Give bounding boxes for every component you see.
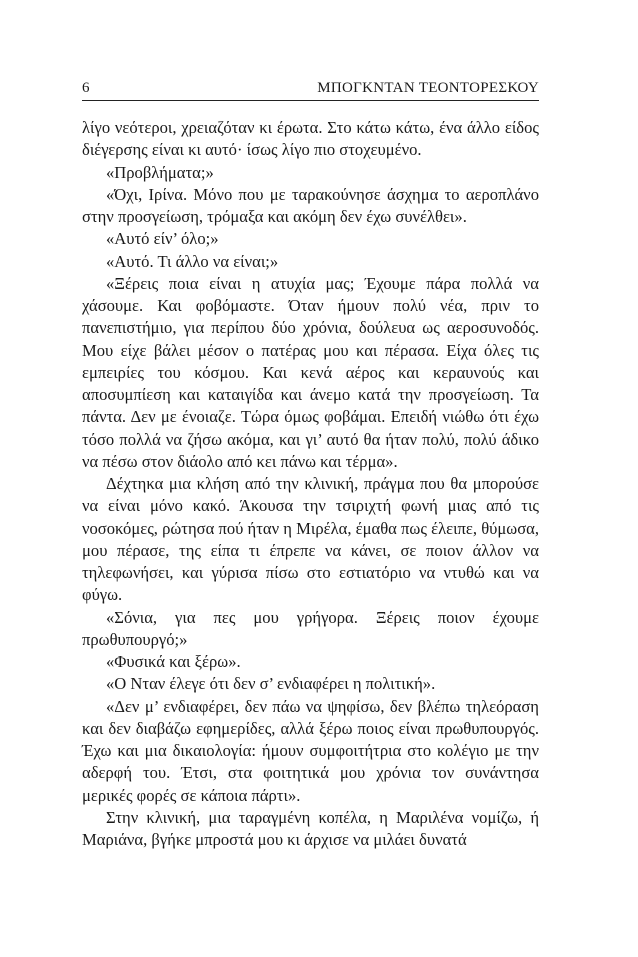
running-header [82, 78, 539, 101]
paragraph: λίγο νεότεροι, χρειαζόταν κι έρωτα. Στο κάτω κάτω, ένα άλλο είδος διέγερσης είναι κι αυτό· ίσως λίγο πιο στοχευμένο. [82, 118, 539, 160]
paragraph: «Ξέρεις ποια είναι η ατυχία μας; Έχουμε πάρα πολλά να χάσουμε. Και φοβόμαστε. Όταν ήμουν πολύ νέα, πριν το πανεπιστήμιο, για περίπου δύο χρόνια, δούλευα ως αεροσυνοδός. Μου είχε βάλει μέσον ο πατέρας μου και πέρασα. Είχα όλες τις εμπειρίες του κόσμου. Και κενά αέρος και κεραυνούς και αποσυμπίεση και καταιγίδα και άνεμο κατά την προσγείωση. Τα πάντα. Δεν με ένοιαζε. Τώρα όμως φοβάμαι. Επειδή νιώθω ότι έχω τόσο πολλά να ζήσω ακόμα, και γι’ αυτό θα ήταν πολύ, πολύ άδικο να πέσω στον διάολο από κει πάνω και τέρμα». [82, 273, 539, 471]
paragraph: Στην κλινική, μια ταραγμένη κοπέλα, η Μαριλένα νομίζω, ή Μαριάνα, βγήκε μπροστά μου κι άρχισε να μιλάει δυνατά [82, 807, 539, 849]
paragraph: «Δεν μ’ ενδιαφέρει, δεν πάω να ψηφίσω, δεν βλέπω τηλεόραση και δεν διαβάζω εφημερίδες, αλλά ξέρω ποιος είναι πρωθυπουργός. Έχω και μια δικαιολογία: ήμουν συμφοιτήτρια στο κολέγιο με την αδερφή του. Έτσι, στα φοιτητικά μου χρόνια τον συνάντησα μερικές φορές σε κάποια πάρτι». [82, 696, 539, 805]
paragraph: «Όχι, Ιρίνα. Μόνο που με ταρακούνησε άσχημα το αεροπλάνο στην προσγείωση, τρόμαξα και ακόμη δεν έχω συνέλθει». [82, 184, 539, 226]
body-text [82, 117, 539, 851]
paragraph: «Αυτό. Τι άλλο να είναι;» [106, 251, 279, 271]
author-name-header: ΜΠΟΓΚΝΤΑΝ ΤΕΟΝΤΟΡΕΣΚΟΥ [317, 80, 539, 96]
paragraph: Δέχτηκα μια κλήση από την κλινική, πράγμα που θα μπορούσε να είναι μόνο κακό. Άκουσα την τσιριχτή φωνή μιας από τις νοσοκόμες, ρώτησα πού ήταν η Μιρέλα, έμαθα πως έλειπε, θύμωσα, μου πέρασε, της είπα τι έπρεπε να κάνει, σε ποιον άλλον να τηλεφωνήσει, και γύρισα πίσω στο εστιατόριο να ντυθώ και να φύγω. [82, 474, 539, 605]
paragraph: «Ο Νταν έλεγε ότι δεν σ’ ενδιαφέρει η πολιτική». [106, 674, 436, 694]
paragraph: «Προβλήματα;» [106, 162, 214, 182]
page-number: 6 [82, 80, 90, 96]
paragraph: «Φυσικά και ξέρω». [106, 652, 241, 671]
paragraph: «Σόνια, για πες μου γρήγορα. Ξέρεις ποιον έχουμε πρωθυπουργό;» [82, 607, 539, 649]
paragraph: «Αυτό είν’ όλο;» [106, 229, 219, 249]
